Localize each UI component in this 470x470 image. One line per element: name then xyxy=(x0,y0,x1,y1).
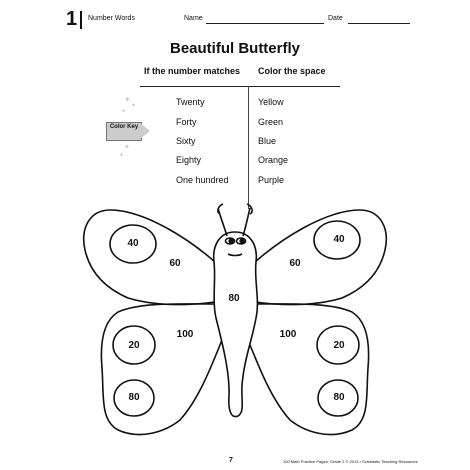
col-header-color: Color the space xyxy=(258,66,326,76)
unit-title: Number Words xyxy=(88,15,135,22)
unit-number: 1 xyxy=(66,8,78,30)
col-header-number: If the number matches xyxy=(144,66,241,76)
key-number: Sixty xyxy=(176,136,196,146)
key-color: Orange xyxy=(258,155,289,165)
lower-left-wing xyxy=(101,304,222,435)
star-icon: ✦ xyxy=(121,109,127,115)
antenna-right xyxy=(243,204,252,236)
footer-credit: 100 Math Practice Pages, Grade 2 © 2013 • Scholastic Teaching Resources xyxy=(283,459,418,464)
key-number: Eighty xyxy=(176,155,202,165)
key-color: Green xyxy=(258,117,284,127)
butterfly-number: 40 xyxy=(333,234,345,245)
page-title: Beautiful Butterfly xyxy=(169,40,300,57)
butterfly-number: 80 xyxy=(128,392,140,403)
name-label: Name xyxy=(184,15,203,22)
color-key-label: Color Key xyxy=(109,124,139,130)
butterfly-body xyxy=(214,232,258,417)
key-number: Forty xyxy=(176,117,197,127)
star-icon: ✦ xyxy=(124,95,131,104)
key-color: Purple xyxy=(258,175,285,185)
page-number: 7 xyxy=(229,457,233,464)
key-color: Blue xyxy=(258,136,277,146)
key-number: Twenty xyxy=(176,97,205,107)
butterfly-number: 40 xyxy=(127,238,139,249)
butterfly-number: 20 xyxy=(333,340,345,351)
butterfly-number: 80 xyxy=(333,392,345,403)
date-label: Date xyxy=(328,15,343,22)
butterfly-number: 80 xyxy=(228,293,240,304)
antenna-left xyxy=(218,204,227,236)
key-color: Yellow xyxy=(258,97,284,107)
upper-right-wing xyxy=(255,210,386,305)
lower-right-wing xyxy=(248,304,369,435)
star-icon: ✦ xyxy=(119,153,125,159)
butterfly-number: 60 xyxy=(169,258,181,269)
butterfly-number: 20 xyxy=(128,340,140,351)
butterfly-number: 100 xyxy=(176,329,194,340)
star-icon: ✦ xyxy=(124,144,130,151)
butterfly-number: 60 xyxy=(289,258,301,269)
star-icon: ✦ xyxy=(131,103,137,109)
butterfly-number: 100 xyxy=(279,329,297,340)
key-number: One hundred xyxy=(176,175,229,185)
